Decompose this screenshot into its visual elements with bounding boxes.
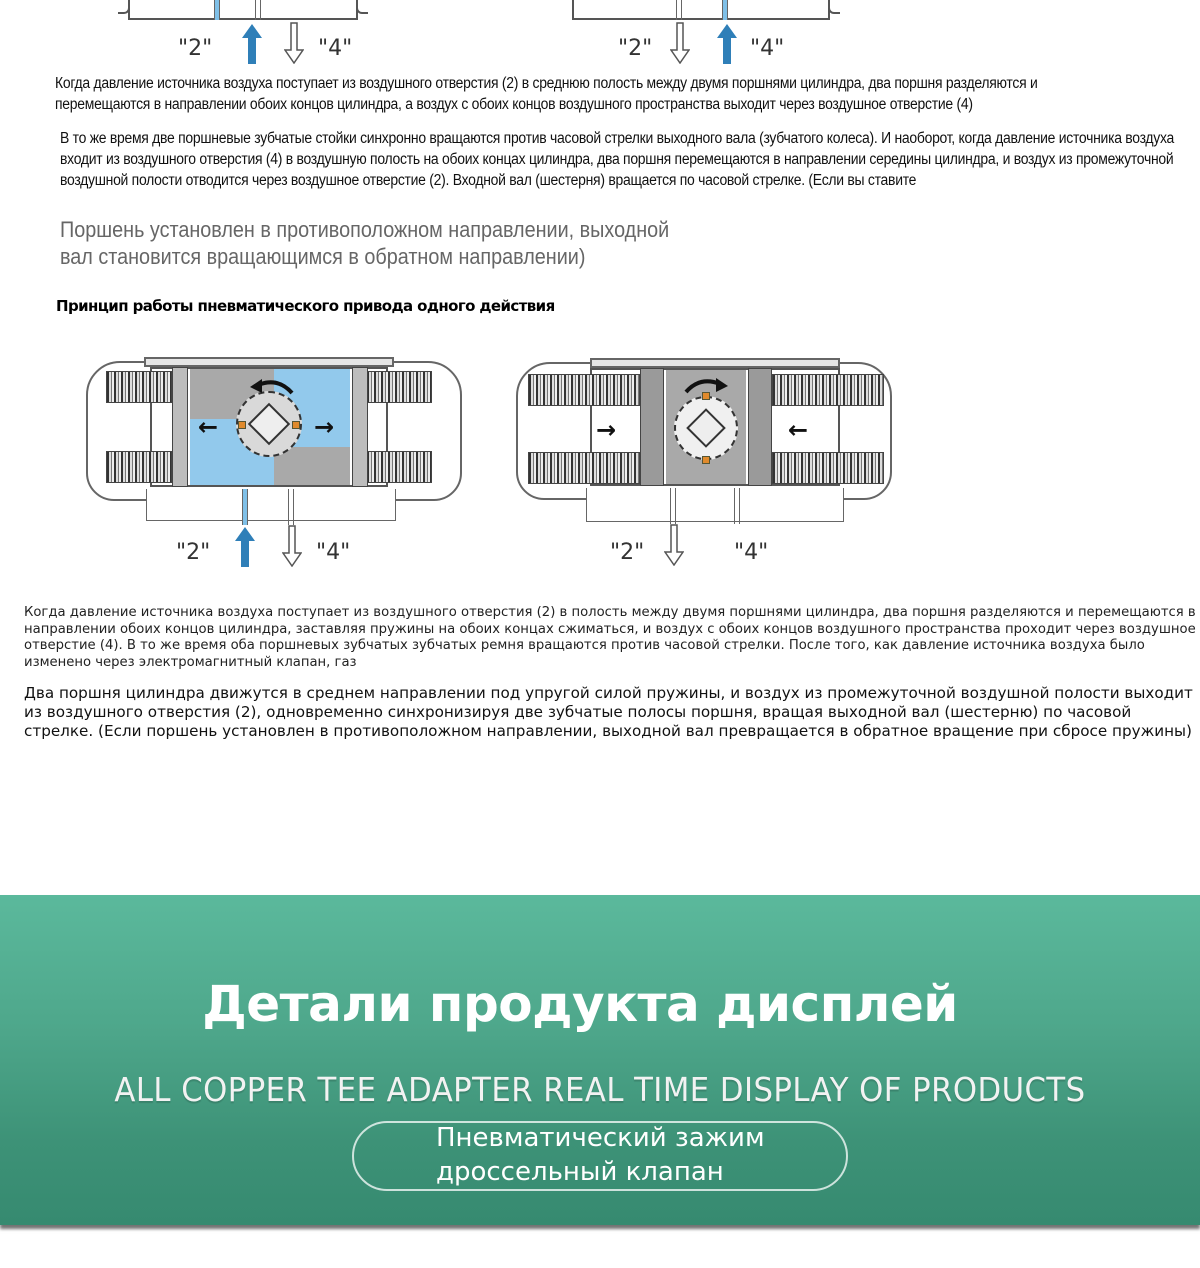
rotation-ccw-arrow-icon [248,377,294,397]
spring-top-right [366,371,432,403]
port-2-label: "2" [610,540,645,565]
housing-top-cap [590,358,840,368]
arrow-up-blue-icon [241,24,263,64]
spring-bottom-left [528,452,640,484]
banner-subtitle: ALL COPPER TEE ADAPTER REAL TIME DISPLAY OF PRODUCTS [114,1070,1086,1109]
double-acting-paragraph-2: В то же время две поршневые зубчатые стойки синхронно вращаются против часовой стрелки выходного вала (зубчатого колеса). И наоборот, когда давление источника воздуха входит из воздушного отверстия (4) в воздушную полость на обоих концах цилиндра, два поршня перемещаются в направлении середины цилиндра, и воздух из промежуточной воздушной полости отводится через воздушное отверстие (2). Входной вал (шестерня) вращается по часовой стрелке. (Если вы ставите [60,130,1175,189]
spring-bottom-right [772,452,884,484]
arrow-left-icon: ← [788,416,809,444]
product-name-line-2: дроссельный клапан [436,1157,724,1187]
piston-right [352,367,368,487]
port-2-pipe [242,489,248,525]
product-details-banner [0,895,1200,1225]
single-acting-paragraph-1: Когда давление источника воздуха поступает из воздушного отверстия (2) в полость между двумя поршнями цилиндра, два поршня разделяются и перемещаются в направлении обоих концов цилиндра, заставляя пружины на обоих концах сжиматься, и воздух с обоих концов воздушного пространства проходит через воздушное отверстие (4). В то же время оба поршневых зубчатых зубчатых ремня вращаются против часовой стрелки. После того, как давление источника воздуха было изменено через электромагнитный клапан, газ [24,605,1196,670]
port-2-label: "2" [176,540,211,565]
pin-left [238,421,246,429]
pin-right [292,421,300,429]
piston-right [748,368,772,486]
piston-left [172,367,188,487]
port-4-pipe [722,0,728,20]
pin-bottom [702,456,710,464]
spring-top-left [528,374,640,406]
piston-left [640,368,664,486]
cylinder-bottom-edge [572,0,830,20]
port-4-pipe [734,488,740,524]
spring-bottom-right [366,451,432,483]
product-name-pill [352,1121,848,1191]
port-4-pipe [255,0,261,20]
arrow-right-icon: → [314,413,335,441]
arrow-down-outline-icon [282,525,302,567]
single-acting-paragraph-2: Два поршня цилиндра движутся в среднем направлении под упругой силой пружины, и воздух из промежуточной воздушной полости выходит из воздушного отверстия (2), одновременно синхронизируя две зубчатые полосы поршня, вращая выходной вал (шестерню) по часовой стрелке. (Если поршень установлен в противоположном направлении, выходной вал превращается в обратное вращение при сбросе пружины) [24,684,1193,740]
cylinder-bottom-edge [128,0,358,20]
double-acting-paragraph-1: Когда давление источника воздуха поступает из воздушного отверстия (2) в среднюю полость между двумя поршнями цилиндра, два поршня разделяются и перемещаются в направлении обоих концов цилиндра, а воздух с обоих концов воздушного пространства выходит через воздушное отверстие (4) [55,75,1038,113]
arrow-up-blue-icon [234,527,256,567]
arrow-left-icon: ← [198,413,219,441]
port-2-pipe [214,0,220,20]
cylinder-end-right [356,0,368,14]
air-channel [586,488,844,522]
port-2-label: "2" [178,36,213,61]
product-name-line-1: Пневматический зажим [436,1123,765,1153]
single-acting-heading: Принцип работы пневматического привода одного действия [56,297,555,315]
arrow-down-outline-icon [284,22,304,64]
cylinder-end-right [828,0,840,14]
port-4-pipe [288,489,294,525]
spring-top-left [106,371,172,403]
cavity-gray-bottom-right [274,447,350,485]
port-4-label: "4" [750,36,785,61]
banner-title: Детали продукта дисплей [202,975,958,1033]
port-2-label: "2" [618,36,653,61]
single-acting-diagram-open [86,355,466,575]
top-diagram-right [560,0,860,70]
housing-top-cap [144,357,394,367]
top-diagram-left [0,0,500,70]
product-name [436,1121,765,1189]
air-channel [146,489,396,521]
port-4-label: "4" [734,540,769,565]
rotation-cw-arrow-icon [684,376,730,396]
arrow-down-outline-icon [664,524,684,566]
double-acting-paragraph-3: Поршень установлен в противоположном направлении, выходной вал становится вращающимся в обратном направлении) [60,217,670,269]
arrow-up-blue-icon [716,24,738,64]
port-4-label: "4" [316,540,351,565]
cylinder-end-left [118,0,130,14]
spring-bottom-left [106,451,172,483]
arrow-right-icon: → [596,416,617,444]
single-acting-diagram-closed [516,358,896,578]
arrow-down-outline-icon [670,22,690,64]
port-2-pipe [676,0,682,20]
port-4-label: "4" [318,36,353,61]
spring-top-right [772,374,884,406]
port-2-pipe [670,488,676,524]
